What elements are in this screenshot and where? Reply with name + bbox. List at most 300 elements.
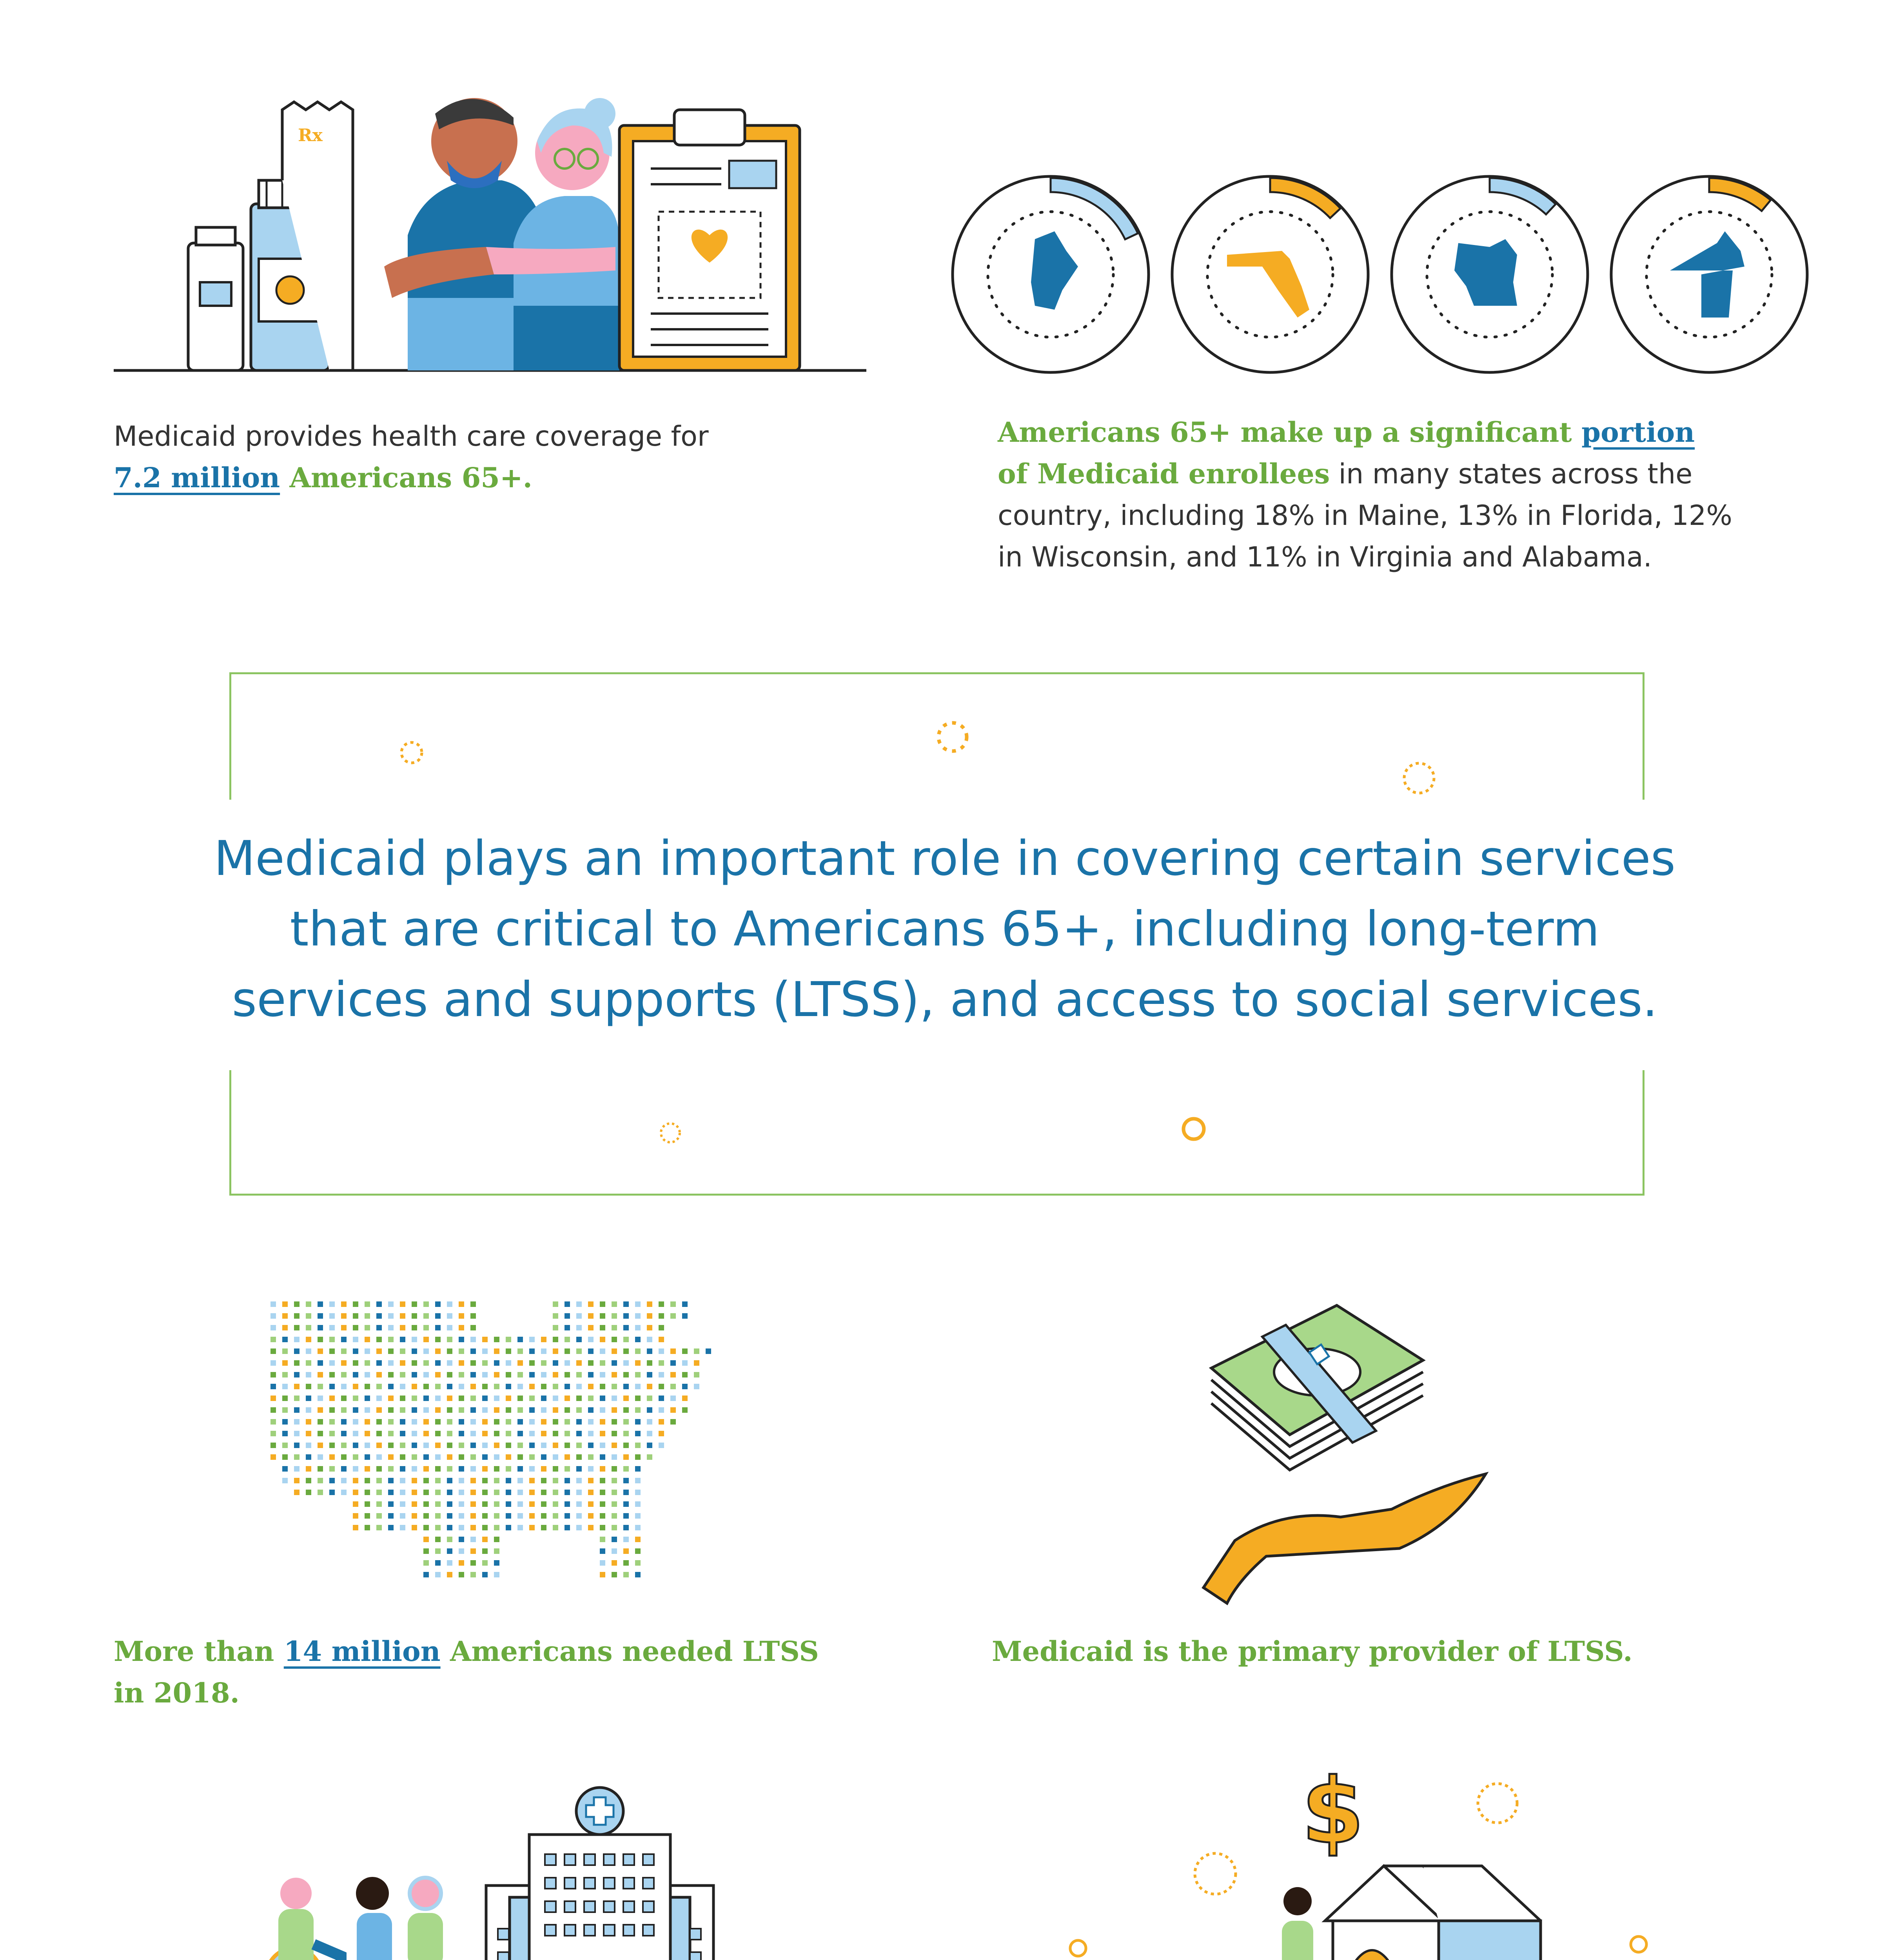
map-dot — [459, 1431, 464, 1436]
map-dot — [388, 1501, 394, 1507]
map-dot — [623, 1337, 629, 1342]
map-dot — [459, 1313, 464, 1319]
map-dot — [365, 1490, 370, 1495]
map-dot — [506, 1372, 511, 1377]
map-dot — [447, 1537, 452, 1542]
map-dot — [353, 1419, 358, 1425]
map-dot — [517, 1513, 523, 1519]
map-dot — [282, 1443, 288, 1448]
section2-bold-b: of Medicaid enrollees — [998, 457, 1330, 490]
map-dot — [647, 1372, 652, 1377]
map-dot — [318, 1478, 323, 1483]
map-dot — [282, 1454, 288, 1460]
map-dot — [435, 1525, 441, 1530]
map-dot — [588, 1384, 594, 1389]
map-dot — [388, 1443, 394, 1448]
map-dot — [353, 1443, 358, 1448]
map-dot — [459, 1372, 464, 1377]
map-dot — [306, 1407, 311, 1413]
map-dot — [282, 1360, 288, 1366]
map-dot — [647, 1443, 652, 1448]
map-dot — [506, 1466, 511, 1472]
map-dot — [565, 1301, 570, 1307]
map-dot — [494, 1360, 499, 1366]
map-dot — [659, 1443, 664, 1448]
map-dot — [435, 1396, 441, 1401]
map-dot — [400, 1525, 405, 1530]
map-dot — [282, 1301, 288, 1307]
map-dot — [482, 1348, 488, 1354]
map-dot — [647, 1348, 652, 1354]
map-dot — [482, 1490, 488, 1495]
map-dot — [647, 1384, 652, 1389]
map-dot — [365, 1337, 370, 1342]
map-dot — [482, 1372, 488, 1377]
map-dot — [400, 1419, 405, 1425]
map-dot — [482, 1419, 488, 1425]
map-dot — [576, 1325, 582, 1330]
map-dot — [388, 1337, 394, 1342]
map-dot — [435, 1337, 441, 1342]
map-dot — [388, 1454, 394, 1460]
map-dot — [353, 1384, 358, 1389]
map-dot — [635, 1372, 641, 1377]
map-dot — [447, 1301, 452, 1307]
map-dot — [612, 1537, 617, 1542]
map-dot — [541, 1419, 546, 1425]
map-dot — [612, 1501, 617, 1507]
map-dot — [447, 1419, 452, 1425]
nursing-home-illustration — [212, 1788, 776, 1960]
map-dot — [694, 1360, 699, 1366]
map-dot — [329, 1466, 335, 1472]
map-dot — [423, 1325, 429, 1330]
map-dot — [600, 1372, 605, 1377]
map-dot — [565, 1525, 570, 1530]
map-dot — [423, 1560, 429, 1566]
map-dot — [376, 1313, 382, 1319]
map-dot — [388, 1478, 394, 1483]
map-dot — [329, 1348, 335, 1354]
map-dot — [423, 1301, 429, 1307]
map-dot — [388, 1513, 394, 1519]
map-dot — [635, 1360, 641, 1366]
map-dot — [306, 1454, 311, 1460]
map-dot — [623, 1325, 629, 1330]
map-dot — [459, 1301, 464, 1307]
map-dot — [623, 1372, 629, 1377]
map-dot — [423, 1478, 429, 1483]
map-dot — [565, 1478, 570, 1483]
map-dot — [412, 1419, 417, 1425]
map-dot — [588, 1501, 594, 1507]
map-dot — [541, 1501, 546, 1507]
map-dot — [470, 1560, 476, 1566]
map-dot — [270, 1337, 276, 1342]
map-dot — [612, 1407, 617, 1413]
map-dot — [565, 1407, 570, 1413]
map-dot — [341, 1372, 347, 1377]
map-dot — [600, 1548, 605, 1554]
map-dot — [423, 1360, 429, 1366]
map-dot — [365, 1407, 370, 1413]
map-dot — [341, 1466, 347, 1472]
map-dot — [588, 1478, 594, 1483]
callout-line3: services and supports (LTSS), and access to social services. — [232, 972, 1658, 1027]
map-dot — [400, 1372, 405, 1377]
map-dot — [306, 1348, 311, 1354]
map-dot — [412, 1478, 417, 1483]
map-dot — [506, 1454, 511, 1460]
map-dot — [529, 1478, 535, 1483]
map-dot — [423, 1419, 429, 1425]
section4-text — [992, 1631, 1815, 1672]
map-dot — [376, 1431, 382, 1436]
map-dot — [270, 1325, 276, 1330]
map-dot — [612, 1560, 617, 1566]
map-dot — [600, 1407, 605, 1413]
map-dot — [435, 1419, 441, 1425]
map-dot — [282, 1372, 288, 1377]
map-dot — [459, 1466, 464, 1472]
map-dot — [388, 1431, 394, 1436]
map-dot — [600, 1525, 605, 1530]
map-dot — [517, 1454, 523, 1460]
map-dot — [412, 1501, 417, 1507]
map-dot — [423, 1513, 429, 1519]
callout-line2: that are critical to Americans 65+, including long-term — [290, 901, 1600, 957]
map-dot — [600, 1501, 605, 1507]
map-dot — [423, 1348, 429, 1354]
map-dot — [612, 1372, 617, 1377]
map-dot — [388, 1348, 394, 1354]
map-dot — [376, 1384, 382, 1389]
map-dot — [529, 1454, 535, 1460]
map-dot — [600, 1325, 605, 1330]
map-dot — [623, 1501, 629, 1507]
map-dot — [388, 1407, 394, 1413]
map-dot — [353, 1360, 358, 1366]
map-dot — [306, 1443, 311, 1448]
map-dot — [541, 1407, 546, 1413]
map-dot — [541, 1431, 546, 1436]
map-dot — [576, 1396, 582, 1401]
map-dot — [588, 1396, 594, 1401]
map-dot — [635, 1396, 641, 1401]
map-dot — [306, 1360, 311, 1366]
section2-rest-b: country, including 18% in Maine, 13% in Florida, 12% — [998, 499, 1732, 532]
map-dot — [659, 1372, 664, 1377]
map-dot — [400, 1348, 405, 1354]
map-dot — [541, 1443, 546, 1448]
map-dot — [412, 1372, 417, 1377]
map-dot — [623, 1384, 629, 1389]
map-dot — [459, 1337, 464, 1342]
section1-line1: Medicaid provides health care coverage for — [114, 420, 709, 452]
map-dot — [623, 1572, 629, 1577]
map-dot — [612, 1478, 617, 1483]
map-dot — [517, 1348, 523, 1354]
map-dot — [600, 1348, 605, 1354]
map-dot — [435, 1490, 441, 1495]
map-dot — [576, 1431, 582, 1436]
map-dot — [623, 1313, 629, 1319]
map-dot — [576, 1454, 582, 1460]
map-dot — [612, 1384, 617, 1389]
map-dot — [506, 1396, 511, 1401]
map-dot — [447, 1490, 452, 1495]
map-dot — [647, 1313, 652, 1319]
map-dot — [365, 1501, 370, 1507]
map-dot — [517, 1525, 523, 1530]
map-dot — [482, 1454, 488, 1460]
map-dot — [282, 1337, 288, 1342]
map-dot — [376, 1301, 382, 1307]
map-dot — [588, 1337, 594, 1342]
map-dot — [412, 1337, 417, 1342]
map-dot — [282, 1313, 288, 1319]
map-dot — [576, 1490, 582, 1495]
section4-bold: Medicaid is the primary provider of LTSS. — [992, 1635, 1633, 1668]
map-dot — [318, 1431, 323, 1436]
map-dot — [365, 1419, 370, 1425]
map-dot — [635, 1431, 641, 1436]
map-dot — [682, 1407, 688, 1413]
map-dot — [588, 1466, 594, 1472]
map-dot — [435, 1572, 441, 1577]
map-dot — [341, 1478, 347, 1483]
map-dot — [623, 1454, 629, 1460]
map-dot — [306, 1478, 311, 1483]
map-dot — [612, 1490, 617, 1495]
map-dot — [447, 1337, 452, 1342]
map-dot — [612, 1360, 617, 1366]
map-dot — [494, 1337, 499, 1342]
map-dot — [329, 1301, 335, 1307]
map-dot — [341, 1301, 347, 1307]
map-dot — [588, 1490, 594, 1495]
map-dot — [353, 1454, 358, 1460]
map-dot — [423, 1454, 429, 1460]
map-dot — [435, 1301, 441, 1307]
map-dot — [365, 1325, 370, 1330]
map-dot — [600, 1560, 605, 1566]
map-dot — [329, 1478, 335, 1483]
map-dot — [365, 1466, 370, 1472]
map-dot — [435, 1431, 441, 1436]
map-dot — [541, 1525, 546, 1530]
map-dot — [553, 1301, 558, 1307]
map-dot — [623, 1396, 629, 1401]
map-dot — [294, 1396, 299, 1401]
map-dot — [376, 1525, 382, 1530]
map-dot — [529, 1396, 535, 1401]
map-dot — [506, 1513, 511, 1519]
map-dot — [294, 1325, 299, 1330]
map-dot — [647, 1396, 652, 1401]
map-dot — [341, 1337, 347, 1342]
map-dot — [670, 1407, 676, 1413]
map-dot — [459, 1572, 464, 1577]
map-dot — [506, 1348, 511, 1354]
map-dot — [576, 1466, 582, 1472]
map-dot — [435, 1548, 441, 1554]
stat-14-million[interactable]: 14 million — [283, 1635, 441, 1668]
map-dot — [412, 1513, 417, 1519]
map-dot — [353, 1407, 358, 1413]
map-dot — [494, 1490, 499, 1495]
map-dot — [459, 1490, 464, 1495]
map-dot — [588, 1313, 594, 1319]
map-dot — [388, 1525, 394, 1530]
map-dot — [541, 1360, 546, 1366]
map-dot — [353, 1313, 358, 1319]
map-dot — [423, 1537, 429, 1542]
map-dot — [388, 1466, 394, 1472]
map-dot — [541, 1372, 546, 1377]
map-dot — [400, 1466, 405, 1472]
map-dot — [470, 1466, 476, 1472]
map-dot — [623, 1443, 629, 1448]
map-dot — [600, 1466, 605, 1472]
map-dot — [670, 1360, 676, 1366]
map-dot — [635, 1513, 641, 1519]
map-dot — [376, 1407, 382, 1413]
map-dot — [470, 1443, 476, 1448]
map-dot — [388, 1301, 394, 1307]
map-dot — [376, 1360, 382, 1366]
map-dot — [612, 1513, 617, 1519]
map-dot — [553, 1348, 558, 1354]
map-dot — [435, 1313, 441, 1319]
map-dot — [494, 1348, 499, 1354]
map-dot — [318, 1384, 323, 1389]
map-dot — [588, 1454, 594, 1460]
map-dot — [282, 1325, 288, 1330]
map-dot — [423, 1313, 429, 1319]
map-dot — [529, 1348, 535, 1354]
map-dot — [306, 1396, 311, 1401]
map-dot — [635, 1337, 641, 1342]
map-dot — [494, 1537, 499, 1542]
portion-link[interactable]: portion — [1581, 416, 1695, 448]
map-dot — [565, 1396, 570, 1401]
map-dot — [294, 1443, 299, 1448]
map-dot — [565, 1513, 570, 1519]
map-dot — [659, 1301, 664, 1307]
stat-7-2-million[interactable]: 7.2 million — [114, 461, 280, 494]
map-dot — [353, 1431, 358, 1436]
map-dot — [388, 1396, 394, 1401]
map-dot — [529, 1407, 535, 1413]
map-dot — [541, 1337, 546, 1342]
map-dot — [565, 1490, 570, 1495]
map-dot — [635, 1348, 641, 1354]
map-dot — [541, 1513, 546, 1519]
map-dot — [470, 1454, 476, 1460]
map-dot — [600, 1443, 605, 1448]
map-dot — [470, 1501, 476, 1507]
map-dot — [353, 1396, 358, 1401]
map-dot — [270, 1396, 276, 1401]
map-dot — [494, 1454, 499, 1460]
map-dot — [635, 1407, 641, 1413]
map-dot — [470, 1301, 476, 1307]
map-dot — [365, 1313, 370, 1319]
map-dot — [412, 1396, 417, 1401]
map-dot — [270, 1372, 276, 1377]
map-dot — [270, 1407, 276, 1413]
map-dot — [506, 1478, 511, 1483]
map-dot — [282, 1478, 288, 1483]
map-dot — [553, 1431, 558, 1436]
map-dot — [635, 1301, 641, 1307]
map-dot — [435, 1360, 441, 1366]
map-dot — [600, 1537, 605, 1542]
map-dot — [400, 1513, 405, 1519]
map-dot — [376, 1348, 382, 1354]
map-dot — [294, 1454, 299, 1460]
map-dot — [517, 1501, 523, 1507]
map-dot — [529, 1419, 535, 1425]
map-dot — [576, 1513, 582, 1519]
map-dot — [459, 1478, 464, 1483]
map-dot — [612, 1548, 617, 1554]
map-dot — [412, 1407, 417, 1413]
map-dot — [459, 1548, 464, 1554]
map-dot — [270, 1419, 276, 1425]
map-dot — [659, 1407, 664, 1413]
map-dot — [447, 1466, 452, 1472]
map-dot — [306, 1384, 311, 1389]
map-dot — [670, 1313, 676, 1319]
map-dot — [376, 1501, 382, 1507]
map-dot — [341, 1454, 347, 1460]
map-dot — [635, 1313, 641, 1319]
map-dot — [459, 1419, 464, 1425]
map-dot — [270, 1348, 276, 1354]
map-dot — [506, 1490, 511, 1495]
map-dot — [459, 1454, 464, 1460]
map-dot — [623, 1407, 629, 1413]
map-dot — [470, 1348, 476, 1354]
map-dot — [341, 1490, 347, 1495]
map-dot — [294, 1360, 299, 1366]
map-dot — [529, 1490, 535, 1495]
map-dot — [412, 1348, 417, 1354]
map-dot — [494, 1478, 499, 1483]
map-dot — [494, 1372, 499, 1377]
map-dot — [376, 1478, 382, 1483]
map-dot — [459, 1501, 464, 1507]
map-dot — [376, 1513, 382, 1519]
map-dot — [353, 1337, 358, 1342]
map-dot — [470, 1548, 476, 1554]
map-dot — [635, 1466, 641, 1472]
map-dot — [423, 1572, 429, 1577]
section3-bold-a: More than — [114, 1635, 284, 1668]
map-dot — [612, 1443, 617, 1448]
map-dot — [329, 1443, 335, 1448]
map-dot — [365, 1443, 370, 1448]
map-dot — [400, 1301, 405, 1307]
map-dot — [600, 1301, 605, 1307]
map-dot — [494, 1466, 499, 1472]
home-illustration — [972, 1759, 1756, 1960]
map-dot — [670, 1396, 676, 1401]
map-dot — [306, 1490, 311, 1495]
map-dot — [635, 1560, 641, 1566]
